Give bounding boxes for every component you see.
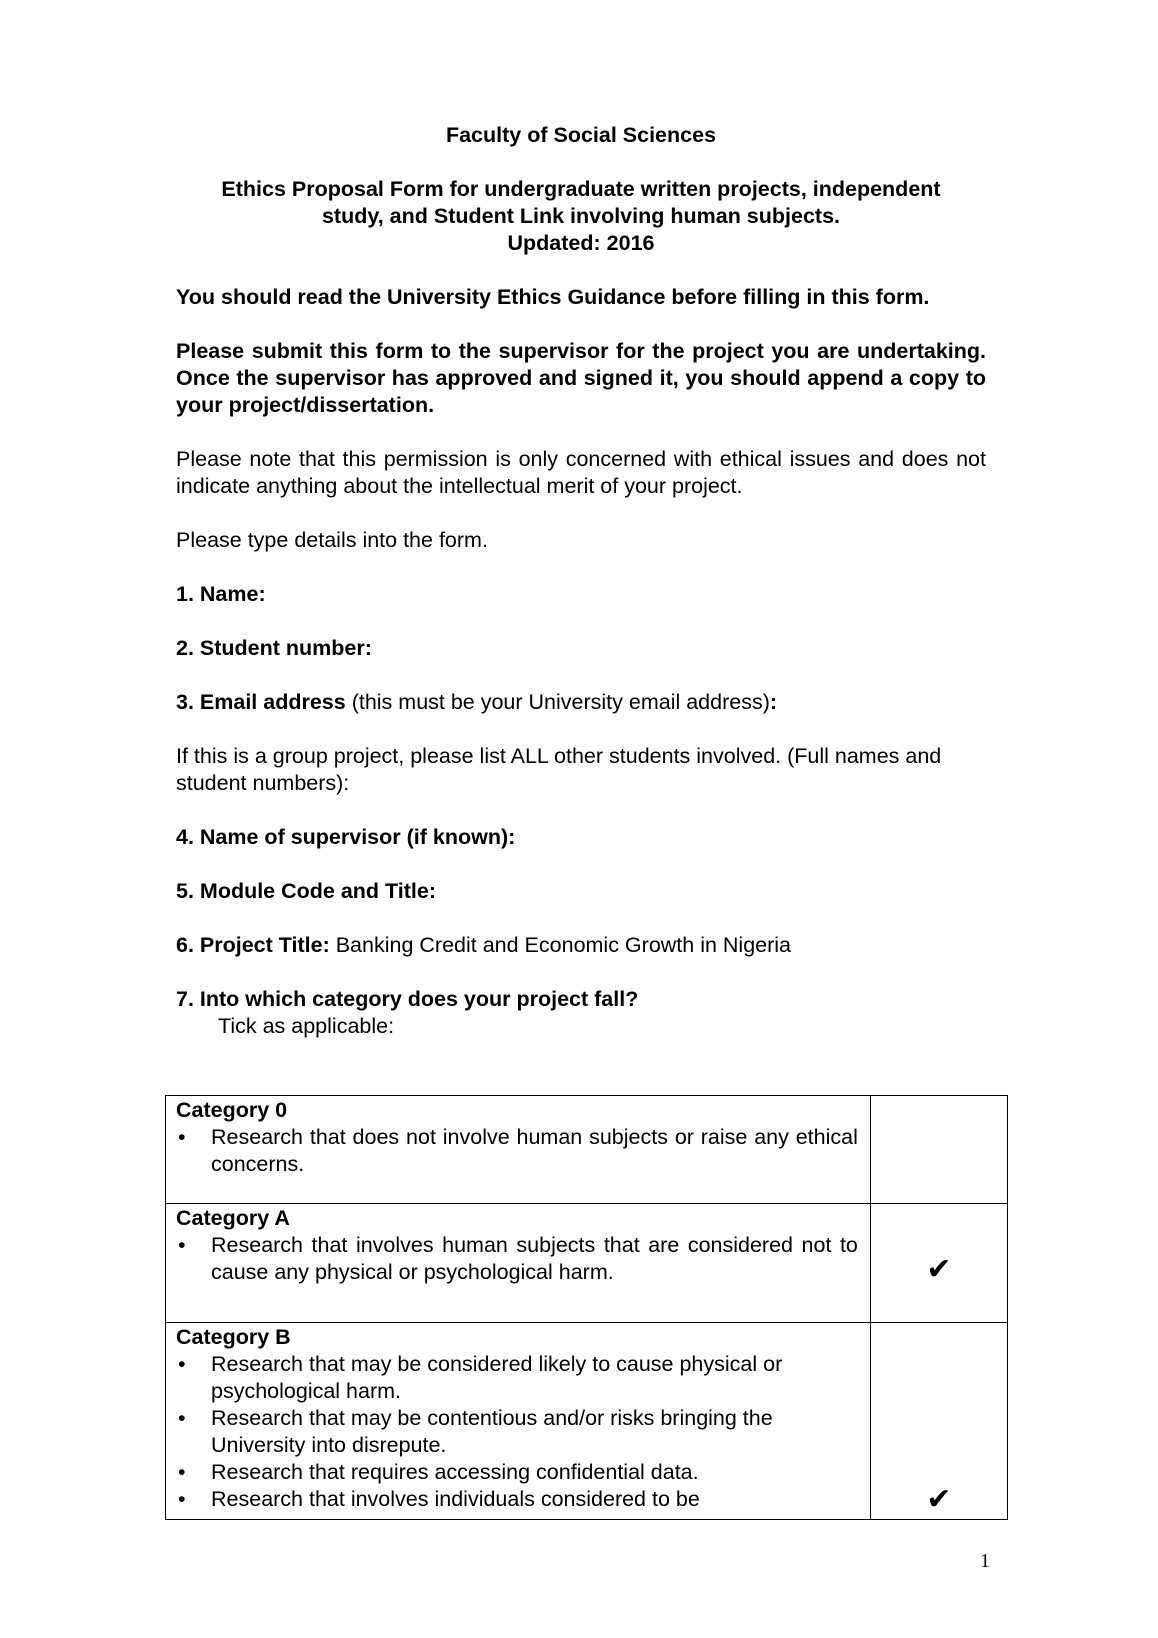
category-row-b xyxy=(166,1323,1008,1520)
category-tick-cell[interactable] xyxy=(870,1204,1007,1323)
list-item: • Research that involves human subjects that are considered not to cause any physical or psychological harm. xyxy=(176,1232,858,1286)
category-criteria-list xyxy=(176,1351,858,1513)
type-details-instruction: Please type details into the form. xyxy=(176,528,488,552)
checkmark-icon: ✔ xyxy=(926,1483,952,1516)
checkmark-icon: ✔ xyxy=(926,1252,952,1286)
group-project-note: If this is a group project, please list ALL other students involved. (Full names and student numbers): xyxy=(176,744,942,795)
category-table xyxy=(165,1095,1008,1520)
list-item: • Research that requires accessing confidential data. xyxy=(176,1459,858,1486)
submit-instruction: Please submit this form to the supervisor for the project you are undertaking. Once the supervisor has approved and signed it, you should append a copy to your project/dissertation. xyxy=(176,339,986,417)
form-body xyxy=(176,122,986,1067)
list-item: • Research that involves individuals considered to be xyxy=(176,1486,858,1513)
category-description xyxy=(166,1204,871,1323)
list-item: • Research that does not involve human subjects or raise any ethical concerns. xyxy=(176,1124,858,1178)
read-guidance-instruction: You should read the University Ethics Guidance before filling in this form. xyxy=(176,285,930,309)
page-number: 1 xyxy=(980,1550,990,1572)
category-question: 7. Into which category does your project fall? xyxy=(176,987,639,1011)
category-row-a xyxy=(166,1204,1008,1323)
tick-instruction: Tick as applicable: xyxy=(218,1014,395,1038)
list-item: • Research that may be considered likely to cause physical or psychological harm. xyxy=(176,1351,858,1405)
category-description xyxy=(166,1323,871,1520)
supervisor-field-label: 4. Name of supervisor (if known): xyxy=(176,825,516,849)
list-item: • Research that may be contentious and/or risks bringing the University into disrepute. xyxy=(176,1405,858,1459)
form-title-line2: study, and Student Link involving human subjects. xyxy=(321,204,841,228)
project-title-field xyxy=(176,932,986,959)
email-field-note: (this must be your University email address) xyxy=(351,690,770,714)
student-number-field-label: 2. Student number: xyxy=(176,636,372,660)
category-row-0 xyxy=(166,1096,1008,1204)
permission-note: Please note that this permission is only concerned with ethical issues and does not indicate anything about the intellectual merit of your project. xyxy=(176,447,986,498)
email-field xyxy=(176,689,986,716)
project-title-label: 6. Project Title: xyxy=(176,933,330,957)
form-title xyxy=(176,176,986,257)
faculty-heading: Faculty of Social Sciences xyxy=(445,123,717,147)
name-field-label: 1. Name: xyxy=(176,582,266,606)
category-heading: Category B xyxy=(176,1325,291,1349)
email-field-label: 3. Email address xyxy=(176,690,346,714)
category-heading: Category A xyxy=(176,1206,290,1230)
category-tick-cell[interactable] xyxy=(870,1323,1007,1520)
form-title-line1: Ethics Proposal Form for undergraduate written projects, independent xyxy=(221,177,941,201)
project-title-value: Banking Credit and Economic Growth in Nigeria xyxy=(335,933,792,957)
category-heading: Category 0 xyxy=(176,1098,288,1122)
category-tick-cell[interactable] xyxy=(870,1096,1007,1204)
email-field-colon: : xyxy=(769,690,778,714)
category-criteria-list xyxy=(176,1232,858,1286)
updated-date: Updated: 2016 xyxy=(507,231,655,255)
category-description xyxy=(166,1096,871,1204)
category-criteria-list xyxy=(176,1124,858,1178)
module-field-label: 5. Module Code and Title: xyxy=(176,879,437,903)
